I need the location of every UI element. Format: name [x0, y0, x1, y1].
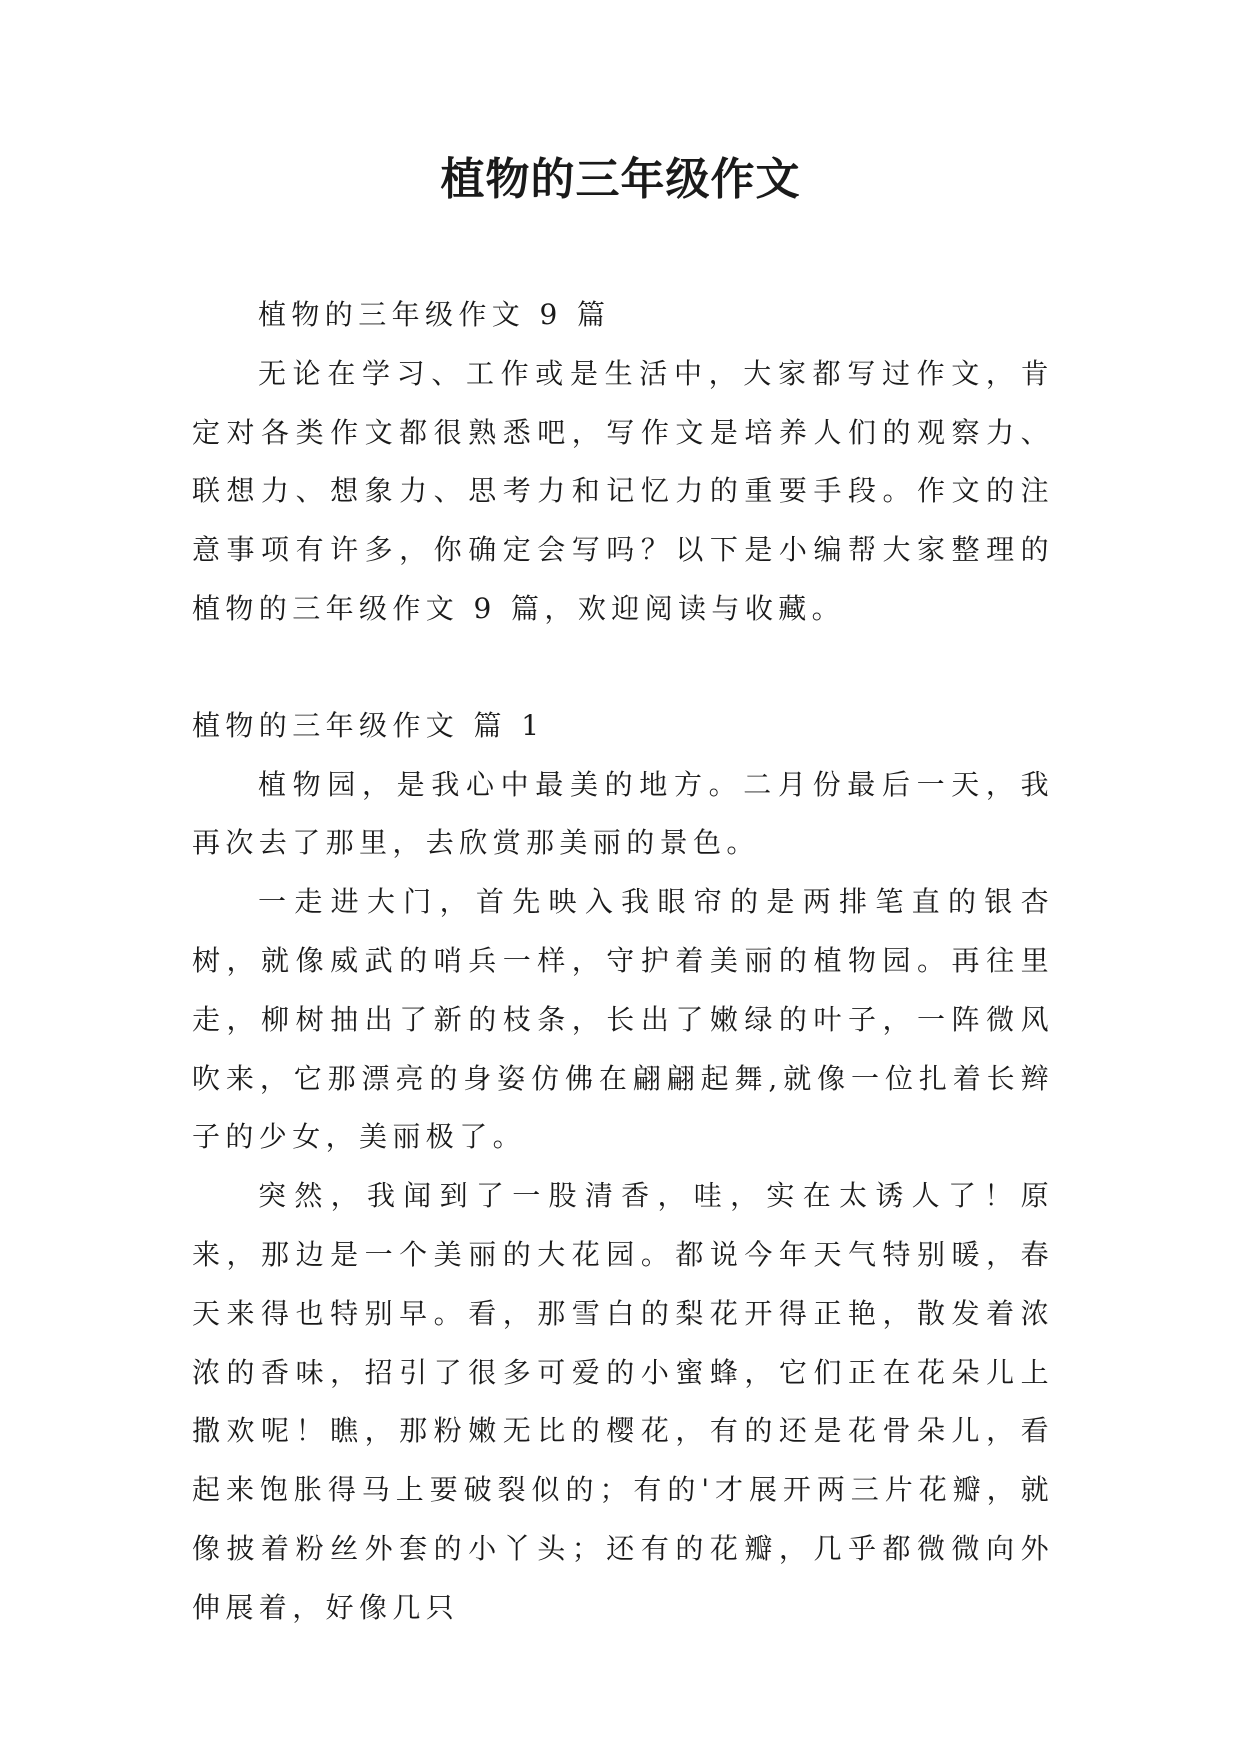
paragraph-1: 植物园，是我心中最美的地方。二月份最后一天，我再次去了那里，去欣赏那美丽的景色。 [192, 767, 1054, 860]
document-subtitle: 植物的三年级作文 9 篇 [258, 298, 611, 331]
paragraph-3: 突然，我闻到了一股清香，哇，实在太诱人了！原来，那边是一个美丽的大花园。都说今年天气特别暖，春天来得也特别早。看，那雪白的梨花开得正艳，散发着浓浓的香味，招引了很多可爱的小蜜蜂，它们正在花朵儿上撒欢呢！瞧，那粉嫩无比的樱花，有的还是花骨朵儿，看起来饱胀得马上要破裂似的；有的'才展开两三片花瓣，就像披着粉丝外套的小丫头；还有的花瓣，几乎都微微向外伸展着，好像几只 [192, 1179, 1054, 1624]
document-title: 植物的三年级作文 [440, 154, 801, 205]
intro-paragraph: 无论在学习、工作或是生活中，大家都写过作文，肯定对各类作文都很熟悉吧，写作文是培养人们的观察力、联想力、想象力、思考力和记忆力的重要手段。作文的注意事项有许多，你确定会写吗？以下是小编帮大家整理的植物的三年级作文 9 篇，欢迎阅读与收藏。 [192, 356, 1054, 625]
document-body [192, 286, 1054, 1638]
section-spacer [192, 639, 1054, 697]
section-heading: 植物的三年级作文 篇 1 [192, 708, 545, 742]
paragraph-2: 一走进大门，首先映入我眼帘的是两排笔直的银杏树，就像威武的哨兵一样，守护着美丽的植物园。再往里走，柳树抽出了新的枝条，长出了嫩绿的叶子，一阵微风吹来，它那漂亮的身姿仿佛在翩翩起舞,就像一位扎着长辫子的少女，美丽极了。 [192, 885, 1054, 1154]
